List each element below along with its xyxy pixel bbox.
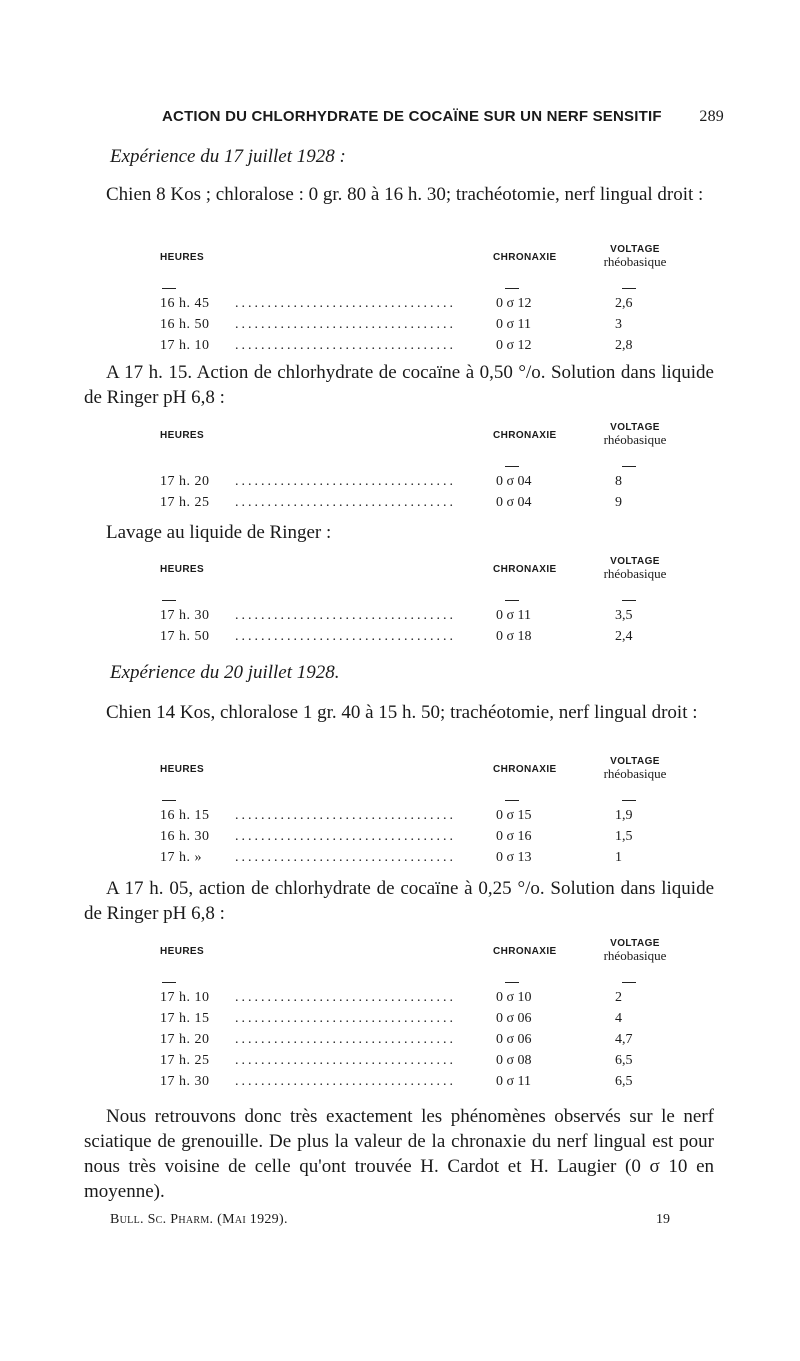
lavage-line: [84, 520, 714, 545]
table-row: 17 h. 30 .................................. 0 σ 11 3,5: [160, 608, 633, 623]
table-row: 17 h. 30 .................................. 0 σ 11 6,5: [160, 1074, 633, 1089]
table-exp1: [160, 244, 680, 359]
table-row: 17 h. 20 .................................. 0 σ 04 8: [160, 474, 622, 489]
col-voltage: VOLTAGE rhéobasique: [603, 422, 667, 447]
table-row: 16 h. 50 .................................. 0 σ 11 3: [160, 317, 622, 332]
experiment-1-text: Chien 8 Kos ; chloralose : 0 gr. 80 à 16 h. 30; trachéotomie, nerf lingual droit :: [106, 184, 704, 205]
col-heures: HEURES: [160, 252, 205, 263]
experiment-2-paragraph: [84, 700, 714, 725]
table-row: 16 h. 45 .................................. 0 σ 12 2,6: [160, 296, 633, 311]
page-number: 289: [699, 108, 724, 125]
action-paragraph-1: [84, 360, 714, 410]
conclusion-text: Nous retrouvons donc très exactement les phénomènes observés sur le nerf sciatique de grenouille. De plus la valeur de la chronaxie du nerf lingual est pour nous très voisine de celle qu'ont trouvée H. Cardot et H. Laugier (0 σ 10 en moyenne).: [84, 1106, 714, 1202]
header-dashes: [160, 794, 680, 808]
action-1-text: A 17 h. 15. Action de chlorhydrate de cocaïne à 0,50 °/o. Solution dans liquide de Ringer pH 6,8 :: [84, 362, 714, 408]
header-dashes: [160, 594, 680, 608]
table-header: [160, 938, 680, 976]
col-voltage: VOLTAGE rhéobasique: [603, 938, 667, 963]
signature-mark: 19: [656, 1212, 670, 1227]
table-row: 17 h. 50 .................................. 0 σ 18 2,4: [160, 629, 633, 644]
table-header: [160, 244, 680, 282]
lavage-text: Lavage au liquide de Ringer :: [106, 522, 332, 543]
col-chronaxie: CHRONAXIE: [493, 764, 557, 775]
action-2-text: A 17 h. 05, action de chlorhydrate de cocaïne à 0,25 °/o. Solution dans liquide de Ringer pH 6,8 :: [84, 878, 714, 924]
table-exp2: [160, 756, 680, 871]
table-header: [160, 422, 680, 460]
header-dashes: [160, 460, 680, 474]
col-voltage-sub: rhéobasique: [603, 254, 667, 269]
table-cocaine-1: [160, 422, 680, 516]
col-chronaxie: CHRONAXIE: [493, 946, 557, 957]
table-row: 17 h. 20 .................................. 0 σ 06 4,7: [160, 1032, 633, 1047]
table-row: 17 h. » .................................. 0 σ 13 1: [160, 850, 622, 865]
action-paragraph-2: [84, 876, 714, 926]
experiment-1-title: Expérience du 17 juillet 1928 :: [110, 146, 346, 167]
col-chronaxie: CHRONAXIE: [493, 252, 557, 263]
col-heures: HEURES: [160, 564, 205, 575]
col-voltage: VOLTAGE rhéobasique: [603, 556, 667, 581]
table-header: [160, 556, 680, 594]
table-row: 17 h. 15 .................................. 0 σ 06 4: [160, 1011, 622, 1026]
table-row: 17 h. 25 .................................. 0 σ 04 9: [160, 495, 622, 510]
experiment-2-title: Expérience du 20 juillet 1928.: [110, 662, 340, 683]
table-header: [160, 756, 680, 794]
table-row: 16 h. 15 .................................. 0 σ 15 1,9: [160, 808, 633, 823]
col-heures: HEURES: [160, 430, 205, 441]
header-dashes: [160, 282, 680, 296]
bulletin-reference: Bull. Sc. Pharm. (Mai 1929).: [110, 1212, 288, 1227]
col-heures: HEURES: [160, 946, 205, 957]
conclusion-paragraph: [84, 1104, 714, 1204]
header-dashes: [160, 976, 680, 990]
col-voltage: [585, 244, 685, 268]
table-ringer-wash: [160, 556, 680, 650]
table-row: 16 h. 30 .................................. 0 σ 16 1,5: [160, 829, 633, 844]
table-cocaine-2: [160, 938, 680, 1095]
running-head-title: ACTION DU CHLORHYDRATE DE COCAÏNE SUR UN NERF SENSITIF: [162, 108, 662, 125]
col-chronaxie: CHRONAXIE: [493, 564, 557, 575]
col-heures: HEURES: [160, 764, 205, 775]
col-chronaxie: CHRONAXIE: [493, 430, 557, 441]
table-row: 17 h. 10 .................................. 0 σ 10 2: [160, 990, 622, 1005]
experiment-2-text: Chien 14 Kos, chloralose 1 gr. 40 à 15 h. 50; trachéotomie, nerf lingual droit :: [106, 702, 698, 723]
table-row: 17 h. 25 .................................. 0 σ 08 6,5: [160, 1053, 633, 1068]
col-voltage: VOLTAGE rhéobasique: [603, 756, 667, 781]
experiment-1-paragraph: [84, 182, 714, 207]
table-row: 17 h. 10 .................................. 0 σ 12 2,8: [160, 338, 633, 353]
col-voltage-label: VOLTAGE: [610, 244, 660, 255]
